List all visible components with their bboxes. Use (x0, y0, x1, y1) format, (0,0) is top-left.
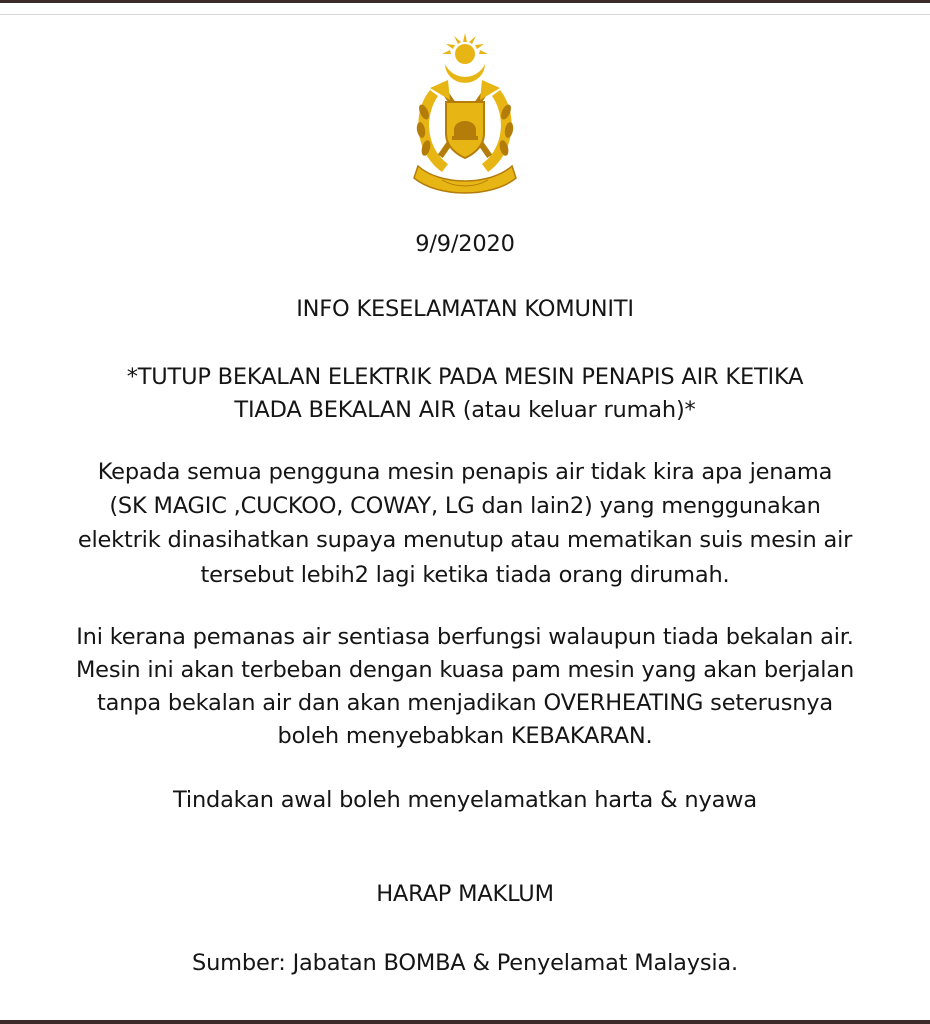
helmet-shield-icon (446, 102, 484, 158)
sun-icon (442, 33, 488, 64)
reason-paragraph-line-4: boleh menyebabkan KEBAKARAN. (277, 723, 653, 749)
bomba-crest-logo (400, 30, 530, 196)
document-heading: INFO KESELAMATAN KOMUNITI (296, 296, 634, 322)
warning-subheading-line-2: TIADA BEKALAN AIR (atau keluar rumah)* (234, 397, 696, 423)
advice-paragraph-line-2: (SK MAGIC ,CUCKOO, COWAY, LG dan lain2) yang menggunakan (109, 493, 821, 519)
ribbon-scroll-icon (414, 166, 516, 193)
advice-paragraph-line-3: elektrik dinasihatkan supaya menutup atau mematikan suis mesin air (77, 527, 853, 553)
reason-paragraph-line-2: Mesin ini akan terbeban dengan kuasa pam mesin yang akan berjalan (75, 657, 855, 683)
closing-line: Tindakan awal boleh menyelamatkan harta & nyawa (173, 787, 757, 813)
top-border (0, 0, 930, 3)
crescent-icon (445, 64, 485, 83)
advice-paragraph-line-4: tersebut lebih2 lagi ketika tiada orang dirumah. (200, 562, 730, 588)
bottom-border (0, 1020, 930, 1024)
advice-paragraph-line-1: Kepada semua pengguna mesin penapis air tidak kira apa jenama (97, 459, 833, 485)
warning-subheading-line-1: *TUTUP BEKALAN ELEKTRIK PADA MESIN PENAPIS AIR KETIKA (126, 364, 804, 390)
top-divider (0, 14, 930, 15)
document-date: 9/9/2020 (415, 231, 515, 257)
reason-paragraph-line-1: Ini kerana pemanas air sentiasa berfungsi walaupun tiada bekalan air. (76, 624, 854, 650)
notice-text: HARAP MAKLUM (376, 881, 554, 907)
reason-paragraph-line-3: tanpa bekalan air dan akan menjadikan OVERHEATING seterusnya (96, 690, 834, 716)
source-text: Sumber: Jabatan BOMBA & Penyelamat Malaysia. (192, 950, 738, 976)
